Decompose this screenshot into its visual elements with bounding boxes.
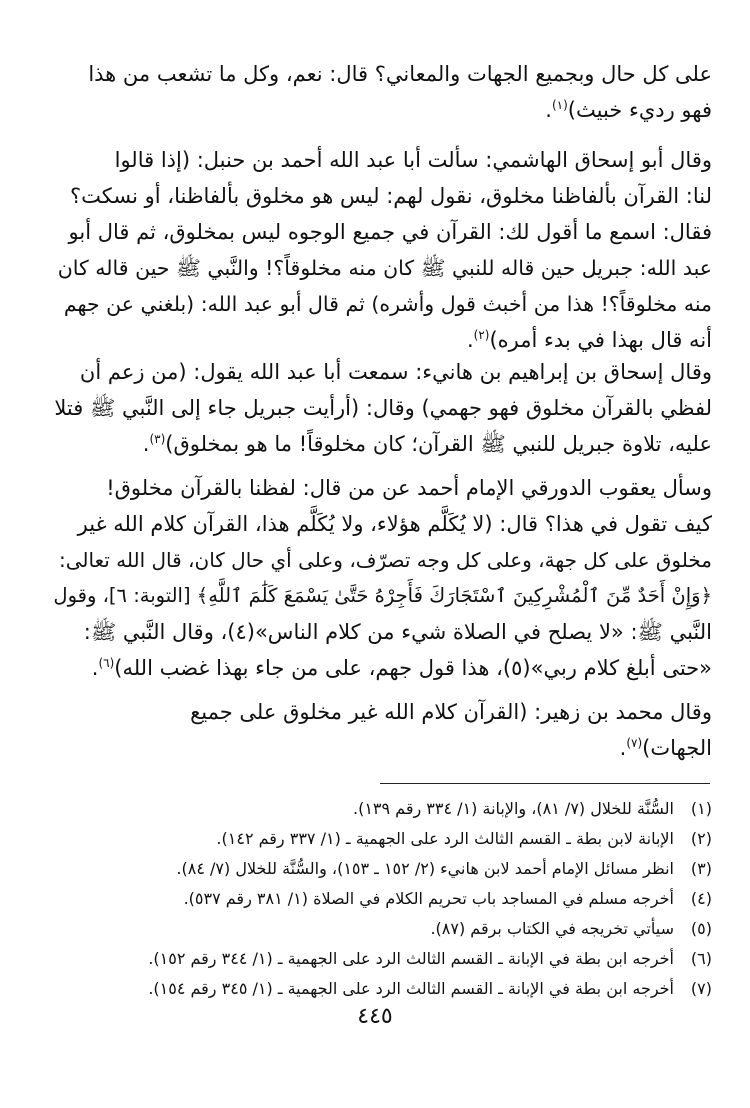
footnote-text: أخرجه ابن بطة في الإبانة ـ القسم الثالث الرد على الجهمية ـ (١/ ٣٤٤ رقم ١٥٢). [148,949,674,968]
paragraph-3 [52,354,712,462]
text-line: على كل حال وبجميع الجهات والمعاني؟ قال: نعم، وكل ما تشعب من هذا [88,62,712,86]
text-line [52,426,712,462]
paragraph-4 [52,470,712,686]
footnote-number: (٤) [690,889,712,908]
text-segment: فهو رديء خبيث) [567,98,712,122]
text-line: كيف تقول في هذا؟ قال: (لا يُكَلَّم هؤلاء، ولا يُكَلَّم هذا، القرآن كلام الله غير [77,512,712,536]
text-line: منه مخلوقاً؟! هذا من أخبث قول وأشره) ثم قال أبو عبد الله: (بلغني عن جهم [63,292,712,316]
footnote-5 [52,914,712,944]
footnote-4 [52,884,712,914]
text-line: وقال أبو إسحاق الهاشمي: سألت أبا عبد الله أحمد بن حنبل: (إذا قالوا [114,148,712,172]
paragraph-2 [52,142,712,358]
text-line: عبد الله: جبريل حين قاله للنبي ﷺ كان منه مخلوقاً؟! والنَّبي ﷺ حين قاله كان [57,256,712,280]
paragraph-5 [52,694,712,766]
footnote-number: (٢) [690,829,712,848]
text-line [52,730,712,766]
text-segment: الجهات) [642,736,712,760]
footnote-number: (٥) [690,919,712,938]
footnote-number: (٣) [690,859,712,878]
footnote-number: (٦) [690,949,712,968]
text-line: وسأل يعقوب الدورقي الإمام أحمد عن من قال: لفظنا بالقرآن مخلوق! [106,476,712,500]
text-line: لنا: القرآن بألفاظنا مخلوق، نقول لهم: ليس هو مخلوق بألفاظنا، أو نسكت؟ [70,184,712,208]
footnote-text: انظر مسائل الإمام أحمد لابن هانيء (٢/ ١٥٢ ـ ١٥٣)، والسُّنَّة للخلال (٧/ ٨٤). [176,859,674,878]
punctuation: . [545,98,552,122]
footnote-2 [52,824,712,854]
quran-verse-line: ﴿وَإِنْ أَحَدٌ مِّنَ ٱلْمُشْرِكِينَ ٱسْتَجَارَكَ فَأَجِرْهُ حَتَّىٰ يَسْمَعَ كَلَٰمَ ٱللَّهِ﴾ [التوبة: ٦]، وقول [53,584,712,607]
footnote-text: سيأتي تخريجه في الكتاب برقم (٨٧). [430,919,674,938]
footnote-divider [380,783,710,784]
text-line: لفظي بالقرآن مخلوق فهو جهمي) وقال: (أرأيت جبريل جاء إلى النَّبي ﷺ فتلا [54,396,712,420]
footnote-ref: (٧) [626,736,643,750]
footnote-text: أخرجه مسلم في المساجد باب تحريم الكلام في الصلاة (١/ ٣٨١ رقم ٥٣٧). [183,889,674,908]
text-line: فقال: اسمع ما أقول لك: القرآن في جميع الوجوه ليس بمخلوق، ثم قال أبو [68,220,712,244]
footnote-number: (١) [690,799,712,818]
text-segment: «حتى أبلغ كلام ربي»(٥)، هذا قول جهم، على من جاء بهذا غضب الله) [114,656,712,680]
footnote-text: الإبانة لابن بطة ـ القسم الثالث الرد على الجهمية ـ (١/ ٣٣٧ رقم ١٤٢). [216,829,674,848]
footnote-ref: (٢) [473,328,490,342]
footnote-3 [52,854,712,884]
paragraph-1 [52,56,712,128]
text-line [52,650,712,686]
footnote-ref: (٦) [98,656,115,670]
punctuation: . [142,432,150,456]
footnote-1 [52,794,712,824]
footnote-6 [52,944,712,974]
footnote-ref: (٣) [149,432,166,446]
footnote-number: (٧) [690,979,712,998]
punctuation: . [91,656,99,680]
text-line [52,322,712,358]
footnote-ref: (١) [551,98,568,112]
page-number: ٤٤٥ [357,1004,393,1029]
footnote-text: السُّنَّة للخلال (٧/ ٨١)، والإبانة (١/ ٣٣٤ رقم ١٣٩). [352,799,674,818]
text-line: النَّبي ﷺ: «لا يصلح في الصلاة شيء من كلام الناس»(٤)، وقال النَّبي ﷺ: [83,620,712,644]
punctuation: . [466,328,474,352]
text-line: وقال محمد بن زهير: (القرآن كلام الله غير مخلوق على جميع [190,700,712,724]
footnote-text: أخرجه ابن بطة في الإبانة ـ القسم الثالث الرد على الجهمية ـ (١/ ٣٤٥ رقم ١٥٤). [148,979,674,998]
punctuation: . [619,736,627,760]
text-segment: عليه، تلاوة جبريل للنبي ﷺ القرآن؛ كان مخلوقاً! ما هو بمخلوق) [165,432,712,456]
text-line [52,92,712,128]
footnote-7 [52,974,712,1004]
text-line: وقال إسحاق بن إبراهيم بن هانيء: سمعت أبا عبد الله يقول: (من زعم أن [79,360,712,384]
text-line: مخلوق على كل جهة، وعلى كل وجه تصرّف، وعلى أي حال كان، قال الله تعالى: [58,548,712,572]
text-segment: أنه قال بهذا في بدء أمره) [489,328,712,352]
